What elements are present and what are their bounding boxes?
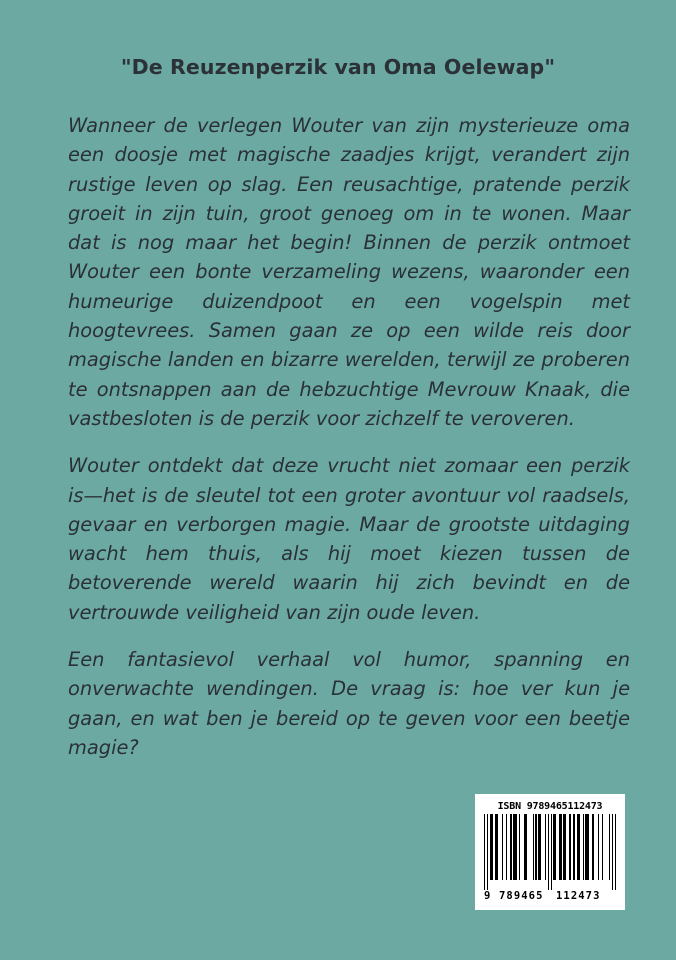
barcode-bar <box>495 814 498 880</box>
isbn-label: ISBN 9789465112473 <box>497 801 603 812</box>
blurb-paragraph: Een fantasievol verhaal vol humor, spanning en onverwachte wendingen. De vraag is: hoe ver kun je gaan, en wat ben je bereid op te geven voor een beetje magie? <box>68 648 630 759</box>
barcode-bar <box>615 814 616 890</box>
barcode-bar <box>545 814 546 880</box>
barcode-bar <box>592 814 593 880</box>
blurb-paragraph: Wanneer de verlegen Wouter van zijn mysterieuze oma een doosje met magische zaadjes krijgt, verandert zijn rustige leven op slag. Een reusachtige, pratende perzik groeit in zijn tuin, groot genoeg om in te wonen. Maar dat is nog maar het begin! Binnen de perzik ontmoet Wouter een bonte verzameling wezens, waaronder een humeurige duizendpoot en een vogelspin met hoogtevrees. Samen gaan ze op een wilde reis door magische landen en bizarre werelden, terwijl ze proberen te ontsnappen aan de hebzuchtige Mevrouw Knaak, die vastbesloten is de perzik voor zichzelf te veroveren. <box>68 114 630 430</box>
barcode-bars <box>484 814 616 890</box>
barcode-bar <box>612 814 613 890</box>
barcode-bar <box>519 814 520 880</box>
barcode-bar <box>585 814 589 880</box>
barcode-bar <box>602 814 603 880</box>
page-title: "De Reuzenperzik van Oma Oelewap" <box>120 55 556 79</box>
barcode-bar <box>490 814 494 880</box>
barcode-bar <box>538 814 541 880</box>
barcode-bar <box>577 814 580 880</box>
barcode-digits <box>484 890 616 902</box>
barcode-bar <box>551 814 552 890</box>
barcode-bar <box>484 814 485 890</box>
barcode-bar <box>524 814 527 880</box>
barcode-lead-digit: 9 <box>484 890 492 902</box>
barcode-right-group: 112473 <box>556 890 601 902</box>
barcode-bar <box>548 814 549 890</box>
barcode-bar <box>583 814 584 880</box>
barcode-bar <box>609 814 610 880</box>
barcode-bar <box>569 814 572 880</box>
barcode-bar <box>563 814 566 880</box>
barcode-bar <box>535 814 536 880</box>
barcode-bar <box>573 814 576 880</box>
barcode-bar <box>533 814 534 880</box>
barcode-bar <box>487 814 488 890</box>
barcode-bar <box>559 814 562 880</box>
barcode-left-group: 789465 <box>499 890 544 902</box>
blurb-text-block <box>68 111 630 762</box>
barcode-bar <box>506 814 507 880</box>
isbn-barcode-block <box>475 794 625 910</box>
barcode-bar <box>510 814 511 880</box>
barcode-bar <box>598 814 599 880</box>
barcode-bar <box>553 814 556 880</box>
barcode-bar <box>513 814 517 880</box>
barcode-bar <box>502 814 503 880</box>
blurb-paragraph: Wouter ontdekt dat deze vrucht niet zomaar een perzik is—het is de sleutel tot een groter avontuur vol raadsels, gevaar en verborgen magie. Maar de grootste uitdaging wacht hem thuis, als hij moet kiezen tussen de betoverende wereld waarin hij zich bevindt en de vertrouwde veiligheid van zijn oude leven. <box>68 454 630 624</box>
